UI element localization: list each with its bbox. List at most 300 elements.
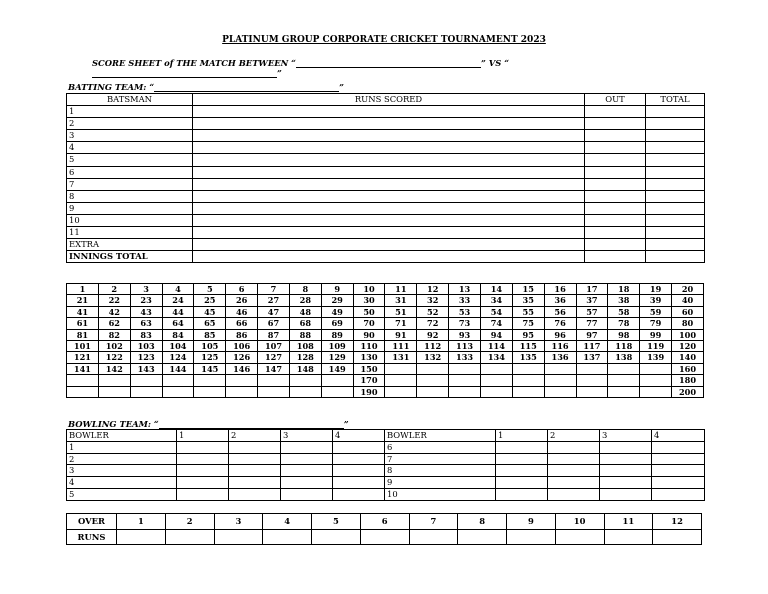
- over-runs-cell[interactable]: [214, 529, 263, 545]
- tally-cell[interactable]: [385, 386, 417, 397]
- tally-cell[interactable]: 140: [672, 352, 704, 363]
- batsman-number[interactable]: 8: [67, 190, 193, 202]
- bowler-over-cell[interactable]: [652, 465, 705, 477]
- bowler-over-cell[interactable]: [548, 477, 600, 489]
- over-runs-cell[interactable]: [604, 529, 653, 545]
- tally-cell[interactable]: [226, 386, 258, 397]
- tally-cell[interactable]: 147: [258, 363, 290, 374]
- tally-cell[interactable]: 104: [162, 341, 194, 352]
- tally-cell[interactable]: [512, 363, 544, 374]
- tally-cell[interactable]: 49: [321, 306, 353, 317]
- tally-cell[interactable]: 26: [226, 295, 258, 306]
- batsman-number[interactable]: 6: [67, 166, 193, 178]
- tally-cell[interactable]: [480, 386, 512, 397]
- tally-cell[interactable]: 170: [353, 375, 385, 386]
- bowler-number[interactable]: 8: [385, 465, 496, 477]
- tally-cell[interactable]: 38: [608, 295, 640, 306]
- tally-cell[interactable]: 142: [98, 363, 130, 374]
- tally-cell[interactable]: 14: [480, 284, 512, 295]
- bowler-over-cell[interactable]: [652, 477, 705, 489]
- batsman-number[interactable]: 10: [67, 214, 193, 226]
- tally-cell[interactable]: 10: [353, 284, 385, 295]
- tally-cell[interactable]: [449, 375, 481, 386]
- tally-cell[interactable]: 45: [194, 306, 226, 317]
- tally-cell[interactable]: 2: [98, 284, 130, 295]
- tally-cell[interactable]: 116: [544, 341, 576, 352]
- bowler-over-cell[interactable]: [600, 453, 652, 465]
- tally-cell[interactable]: 7: [258, 284, 290, 295]
- tally-cell[interactable]: 58: [608, 306, 640, 317]
- tally-cell[interactable]: 111: [385, 341, 417, 352]
- bowler-over-cell[interactable]: [496, 488, 548, 500]
- bowler-over-cell[interactable]: [333, 477, 385, 489]
- runs-scored-cell[interactable]: [193, 154, 585, 166]
- runs-scored-cell[interactable]: [193, 142, 585, 154]
- tally-cell[interactable]: 50: [353, 306, 385, 317]
- tally-cell[interactable]: 95: [512, 329, 544, 340]
- tally-cell[interactable]: [194, 375, 226, 386]
- bowler-over-cell[interactable]: [177, 465, 229, 477]
- tally-cell[interactable]: 34: [480, 295, 512, 306]
- tally-cell[interactable]: 128: [289, 352, 321, 363]
- tally-cell[interactable]: 54: [480, 306, 512, 317]
- tally-cell[interactable]: [321, 375, 353, 386]
- tally-cell[interactable]: 75: [512, 318, 544, 329]
- out-cell[interactable]: [585, 227, 646, 239]
- over-runs-cell[interactable]: [312, 529, 361, 545]
- tally-cell[interactable]: [226, 375, 258, 386]
- tally-cell[interactable]: 55: [512, 306, 544, 317]
- tally-cell[interactable]: [417, 375, 449, 386]
- tally-cell[interactable]: 63: [130, 318, 162, 329]
- tally-cell[interactable]: [67, 386, 99, 397]
- tally-cell[interactable]: 53: [449, 306, 481, 317]
- tally-cell[interactable]: 110: [353, 341, 385, 352]
- tally-cell[interactable]: 3: [130, 284, 162, 295]
- tally-cell[interactable]: 108: [289, 341, 321, 352]
- bowler-over-cell[interactable]: [496, 441, 548, 453]
- tally-cell[interactable]: 99: [640, 329, 672, 340]
- tally-cell[interactable]: [385, 375, 417, 386]
- tally-cell[interactable]: 89: [321, 329, 353, 340]
- bowler-over-cell[interactable]: [548, 488, 600, 500]
- tally-cell[interactable]: 19: [640, 284, 672, 295]
- total-cell[interactable]: [646, 154, 705, 166]
- runs-scored-cell[interactable]: [193, 106, 585, 118]
- tally-cell[interactable]: 51: [385, 306, 417, 317]
- tally-cell[interactable]: 106: [226, 341, 258, 352]
- bowler-over-cell[interactable]: [229, 441, 281, 453]
- tally-cell[interactable]: 114: [480, 341, 512, 352]
- innings-total-row-runs-cell[interactable]: [193, 251, 585, 263]
- total-cell[interactable]: [646, 214, 705, 226]
- tally-cell[interactable]: 139: [640, 352, 672, 363]
- tally-cell[interactable]: [449, 386, 481, 397]
- tally-cell[interactable]: 94: [480, 329, 512, 340]
- tally-cell[interactable]: 98: [608, 329, 640, 340]
- bowler-over-cell[interactable]: [281, 465, 333, 477]
- tally-cell[interactable]: 93: [449, 329, 481, 340]
- bowler-over-cell[interactable]: [281, 441, 333, 453]
- tally-cell[interactable]: 131: [385, 352, 417, 363]
- team-b-field[interactable]: [92, 68, 277, 78]
- out-cell[interactable]: [585, 106, 646, 118]
- tally-cell[interactable]: 141: [67, 363, 99, 374]
- bowler-over-cell[interactable]: [177, 441, 229, 453]
- bowler-over-cell[interactable]: [333, 441, 385, 453]
- tally-cell[interactable]: 96: [544, 329, 576, 340]
- tally-cell[interactable]: 9: [321, 284, 353, 295]
- bowler-over-cell[interactable]: [177, 477, 229, 489]
- tally-cell[interactable]: 28: [289, 295, 321, 306]
- bowler-over-cell[interactable]: [229, 465, 281, 477]
- total-cell[interactable]: [646, 118, 705, 130]
- tally-cell[interactable]: 25: [194, 295, 226, 306]
- bowler-over-cell[interactable]: [652, 488, 705, 500]
- tally-cell[interactable]: 144: [162, 363, 194, 374]
- tally-cell[interactable]: 83: [130, 329, 162, 340]
- tally-cell[interactable]: [321, 386, 353, 397]
- tally-cell[interactable]: 90: [353, 329, 385, 340]
- tally-cell[interactable]: 57: [576, 306, 608, 317]
- tally-cell[interactable]: 21: [67, 295, 99, 306]
- bowler-number[interactable]: 3: [67, 465, 177, 477]
- tally-cell[interactable]: [640, 386, 672, 397]
- tally-cell[interactable]: [640, 363, 672, 374]
- tally-cell[interactable]: [258, 386, 290, 397]
- tally-cell[interactable]: 68: [289, 318, 321, 329]
- bowler-number[interactable]: 1: [67, 441, 177, 453]
- tally-cell[interactable]: 145: [194, 363, 226, 374]
- tally-cell[interactable]: [512, 375, 544, 386]
- tally-cell[interactable]: 23: [130, 295, 162, 306]
- extra-row-runs-cell[interactable]: [193, 239, 585, 251]
- bowler-number[interactable]: 4: [67, 477, 177, 489]
- tally-cell[interactable]: 85: [194, 329, 226, 340]
- tally-cell[interactable]: 30: [353, 295, 385, 306]
- out-cell[interactable]: [585, 166, 646, 178]
- tally-cell[interactable]: 134: [480, 352, 512, 363]
- tally-cell[interactable]: [289, 386, 321, 397]
- tally-cell[interactable]: [98, 375, 130, 386]
- bowler-over-cell[interactable]: [281, 488, 333, 500]
- tally-cell[interactable]: 70: [353, 318, 385, 329]
- tally-cell[interactable]: 123: [130, 352, 162, 363]
- total-cell[interactable]: [646, 178, 705, 190]
- tally-cell[interactable]: 81: [67, 329, 99, 340]
- extra-row-total-cell[interactable]: [646, 239, 705, 251]
- tally-cell[interactable]: 44: [162, 306, 194, 317]
- over-runs-cell[interactable]: [555, 529, 604, 545]
- bowler-over-cell[interactable]: [333, 465, 385, 477]
- tally-cell[interactable]: 113: [449, 341, 481, 352]
- bowler-over-cell[interactable]: [333, 453, 385, 465]
- tally-cell[interactable]: 150: [353, 363, 385, 374]
- bowler-over-cell[interactable]: [600, 465, 652, 477]
- bowling-team-field[interactable]: [159, 419, 344, 429]
- tally-cell[interactable]: 11: [385, 284, 417, 295]
- runs-scored-cell[interactable]: [193, 190, 585, 202]
- bowler-over-cell[interactable]: [652, 453, 705, 465]
- tally-cell[interactable]: 33: [449, 295, 481, 306]
- tally-cell[interactable]: 40: [672, 295, 704, 306]
- bowler-number[interactable]: 7: [385, 453, 496, 465]
- tally-cell[interactable]: 74: [480, 318, 512, 329]
- runs-scored-cell[interactable]: [193, 166, 585, 178]
- out-cell[interactable]: [585, 142, 646, 154]
- tally-cell[interactable]: 87: [258, 329, 290, 340]
- bowler-over-cell[interactable]: [600, 441, 652, 453]
- tally-cell[interactable]: 73: [449, 318, 481, 329]
- tally-cell[interactable]: [608, 363, 640, 374]
- bowler-over-cell[interactable]: [229, 453, 281, 465]
- tally-cell[interactable]: 47: [258, 306, 290, 317]
- bowler-over-cell[interactable]: [496, 465, 548, 477]
- tally-cell[interactable]: [576, 386, 608, 397]
- tally-cell[interactable]: [544, 363, 576, 374]
- tally-cell[interactable]: 32: [417, 295, 449, 306]
- tally-cell[interactable]: 101: [67, 341, 99, 352]
- batsman-number[interactable]: 9: [67, 202, 193, 214]
- tally-cell[interactable]: 117: [576, 341, 608, 352]
- over-runs-cell[interactable]: [458, 529, 507, 545]
- tally-cell[interactable]: 136: [544, 352, 576, 363]
- tally-cell[interactable]: 126: [226, 352, 258, 363]
- tally-cell[interactable]: 112: [417, 341, 449, 352]
- tally-cell[interactable]: 124: [162, 352, 194, 363]
- tally-cell[interactable]: [512, 386, 544, 397]
- bowler-number[interactable]: 5: [67, 488, 177, 500]
- tally-cell[interactable]: [576, 375, 608, 386]
- tally-cell[interactable]: [98, 386, 130, 397]
- out-cell[interactable]: [585, 118, 646, 130]
- tally-cell[interactable]: [67, 375, 99, 386]
- tally-cell[interactable]: 115: [512, 341, 544, 352]
- innings-total-row-out-cell[interactable]: [585, 251, 646, 263]
- tally-cell[interactable]: 88: [289, 329, 321, 340]
- tally-cell[interactable]: 67: [258, 318, 290, 329]
- bowler-over-cell[interactable]: [333, 488, 385, 500]
- out-cell[interactable]: [585, 130, 646, 142]
- tally-cell[interactable]: 1: [67, 284, 99, 295]
- tally-cell[interactable]: 37: [576, 295, 608, 306]
- tally-cell[interactable]: [608, 375, 640, 386]
- tally-cell[interactable]: 60: [672, 306, 704, 317]
- tally-cell[interactable]: 160: [672, 363, 704, 374]
- tally-cell[interactable]: 78: [608, 318, 640, 329]
- bowler-over-cell[interactable]: [600, 477, 652, 489]
- batting-team-field[interactable]: [154, 82, 339, 92]
- bowler-number[interactable]: 10: [385, 488, 496, 500]
- tally-cell[interactable]: 5: [194, 284, 226, 295]
- over-runs-cell[interactable]: [165, 529, 214, 545]
- tally-cell[interactable]: 46: [226, 306, 258, 317]
- runs-scored-cell[interactable]: [193, 118, 585, 130]
- out-cell[interactable]: [585, 190, 646, 202]
- tally-cell[interactable]: 119: [640, 341, 672, 352]
- tally-cell[interactable]: 149: [321, 363, 353, 374]
- total-cell[interactable]: [646, 106, 705, 118]
- tally-cell[interactable]: 80: [672, 318, 704, 329]
- total-cell[interactable]: [646, 202, 705, 214]
- tally-cell[interactable]: 62: [98, 318, 130, 329]
- tally-cell[interactable]: [608, 386, 640, 397]
- tally-cell[interactable]: 4: [162, 284, 194, 295]
- tally-cell[interactable]: 66: [226, 318, 258, 329]
- tally-cell[interactable]: [289, 375, 321, 386]
- tally-cell[interactable]: 143: [130, 363, 162, 374]
- bowler-over-cell[interactable]: [177, 488, 229, 500]
- out-cell[interactable]: [585, 154, 646, 166]
- tally-cell[interactable]: 59: [640, 306, 672, 317]
- tally-cell[interactable]: 200: [672, 386, 704, 397]
- over-runs-cell[interactable]: [263, 529, 312, 545]
- bowler-over-cell[interactable]: [548, 441, 600, 453]
- over-runs-cell[interactable]: [653, 529, 702, 545]
- tally-cell[interactable]: [258, 375, 290, 386]
- tally-cell[interactable]: 129: [321, 352, 353, 363]
- batsman-number[interactable]: 11: [67, 227, 193, 239]
- tally-cell[interactable]: 84: [162, 329, 194, 340]
- tally-cell[interactable]: 100: [672, 329, 704, 340]
- tally-cell[interactable]: 27: [258, 295, 290, 306]
- tally-cell[interactable]: [130, 386, 162, 397]
- tally-cell[interactable]: 18: [608, 284, 640, 295]
- batsman-number[interactable]: 3: [67, 130, 193, 142]
- tally-cell[interactable]: 36: [544, 295, 576, 306]
- tally-cell[interactable]: 22: [98, 295, 130, 306]
- tally-cell[interactable]: [162, 386, 194, 397]
- team-a-field[interactable]: [296, 58, 481, 68]
- tally-cell[interactable]: [194, 386, 226, 397]
- tally-cell[interactable]: [544, 375, 576, 386]
- tally-cell[interactable]: 77: [576, 318, 608, 329]
- tally-cell[interactable]: 69: [321, 318, 353, 329]
- runs-scored-cell[interactable]: [193, 178, 585, 190]
- tally-cell[interactable]: 82: [98, 329, 130, 340]
- tally-cell[interactable]: [417, 363, 449, 374]
- tally-cell[interactable]: 137: [576, 352, 608, 363]
- tally-cell[interactable]: 8: [289, 284, 321, 295]
- bowler-over-cell[interactable]: [281, 453, 333, 465]
- tally-cell[interactable]: 105: [194, 341, 226, 352]
- bowler-number[interactable]: 9: [385, 477, 496, 489]
- tally-cell[interactable]: 138: [608, 352, 640, 363]
- bowler-number[interactable]: 2: [67, 453, 177, 465]
- total-cell[interactable]: [646, 166, 705, 178]
- tally-cell[interactable]: 180: [672, 375, 704, 386]
- out-cell[interactable]: [585, 202, 646, 214]
- tally-cell[interactable]: 12: [417, 284, 449, 295]
- tally-cell[interactable]: 79: [640, 318, 672, 329]
- tally-cell[interactable]: 109: [321, 341, 353, 352]
- tally-cell[interactable]: [417, 386, 449, 397]
- over-runs-cell[interactable]: [117, 529, 166, 545]
- tally-cell[interactable]: 56: [544, 306, 576, 317]
- tally-cell[interactable]: [130, 375, 162, 386]
- tally-cell[interactable]: 42: [98, 306, 130, 317]
- over-runs-cell[interactable]: [507, 529, 556, 545]
- batsman-number[interactable]: 5: [67, 154, 193, 166]
- batsman-number[interactable]: 1: [67, 106, 193, 118]
- tally-cell[interactable]: 71: [385, 318, 417, 329]
- tally-cell[interactable]: 190: [353, 386, 385, 397]
- out-cell[interactable]: [585, 178, 646, 190]
- tally-cell[interactable]: 122: [98, 352, 130, 363]
- bowler-over-cell[interactable]: [177, 453, 229, 465]
- tally-cell[interactable]: [576, 363, 608, 374]
- tally-cell[interactable]: 102: [98, 341, 130, 352]
- runs-scored-cell[interactable]: [193, 227, 585, 239]
- bowler-over-cell[interactable]: [496, 453, 548, 465]
- tally-cell[interactable]: 76: [544, 318, 576, 329]
- tally-cell[interactable]: [385, 363, 417, 374]
- total-cell[interactable]: [646, 227, 705, 239]
- bowler-over-cell[interactable]: [600, 488, 652, 500]
- total-cell[interactable]: [646, 142, 705, 154]
- tally-cell[interactable]: 121: [67, 352, 99, 363]
- tally-cell[interactable]: 20: [672, 284, 704, 295]
- tally-cell[interactable]: 91: [385, 329, 417, 340]
- tally-cell[interactable]: 52: [417, 306, 449, 317]
- runs-scored-cell[interactable]: [193, 214, 585, 226]
- batsman-number[interactable]: 2: [67, 118, 193, 130]
- tally-cell[interactable]: 148: [289, 363, 321, 374]
- tally-cell[interactable]: 86: [226, 329, 258, 340]
- runs-scored-cell[interactable]: [193, 202, 585, 214]
- tally-cell[interactable]: 135: [512, 352, 544, 363]
- tally-cell[interactable]: [480, 375, 512, 386]
- tally-cell[interactable]: 130: [353, 352, 385, 363]
- tally-cell[interactable]: 24: [162, 295, 194, 306]
- tally-cell[interactable]: 107: [258, 341, 290, 352]
- tally-cell[interactable]: 125: [194, 352, 226, 363]
- total-cell[interactable]: [646, 190, 705, 202]
- tally-cell[interactable]: 127: [258, 352, 290, 363]
- bowler-over-cell[interactable]: [652, 441, 705, 453]
- bowler-over-cell[interactable]: [229, 477, 281, 489]
- tally-cell[interactable]: [449, 363, 481, 374]
- tally-cell[interactable]: [162, 375, 194, 386]
- batsman-number[interactable]: 7: [67, 178, 193, 190]
- tally-cell[interactable]: 48: [289, 306, 321, 317]
- bowler-over-cell[interactable]: [229, 488, 281, 500]
- tally-cell[interactable]: [480, 363, 512, 374]
- bowler-over-cell[interactable]: [548, 465, 600, 477]
- tally-cell[interactable]: 133: [449, 352, 481, 363]
- tally-cell[interactable]: 39: [640, 295, 672, 306]
- tally-cell[interactable]: [544, 386, 576, 397]
- over-runs-cell[interactable]: [360, 529, 409, 545]
- tally-cell[interactable]: 13: [449, 284, 481, 295]
- tally-cell[interactable]: [640, 375, 672, 386]
- batsman-number[interactable]: 4: [67, 142, 193, 154]
- extra-row-out-cell[interactable]: [585, 239, 646, 251]
- tally-cell[interactable]: 29: [321, 295, 353, 306]
- bowler-number[interactable]: 6: [385, 441, 496, 453]
- tally-cell[interactable]: 103: [130, 341, 162, 352]
- bowler-over-cell[interactable]: [281, 477, 333, 489]
- tally-cell[interactable]: 118: [608, 341, 640, 352]
- tally-cell[interactable]: 43: [130, 306, 162, 317]
- tally-cell[interactable]: 146: [226, 363, 258, 374]
- tally-cell[interactable]: 17: [576, 284, 608, 295]
- tally-cell[interactable]: 41: [67, 306, 99, 317]
- tally-cell[interactable]: 16: [544, 284, 576, 295]
- tally-cell[interactable]: 132: [417, 352, 449, 363]
- total-cell[interactable]: [646, 130, 705, 142]
- innings-total-row-total-cell[interactable]: [646, 251, 705, 263]
